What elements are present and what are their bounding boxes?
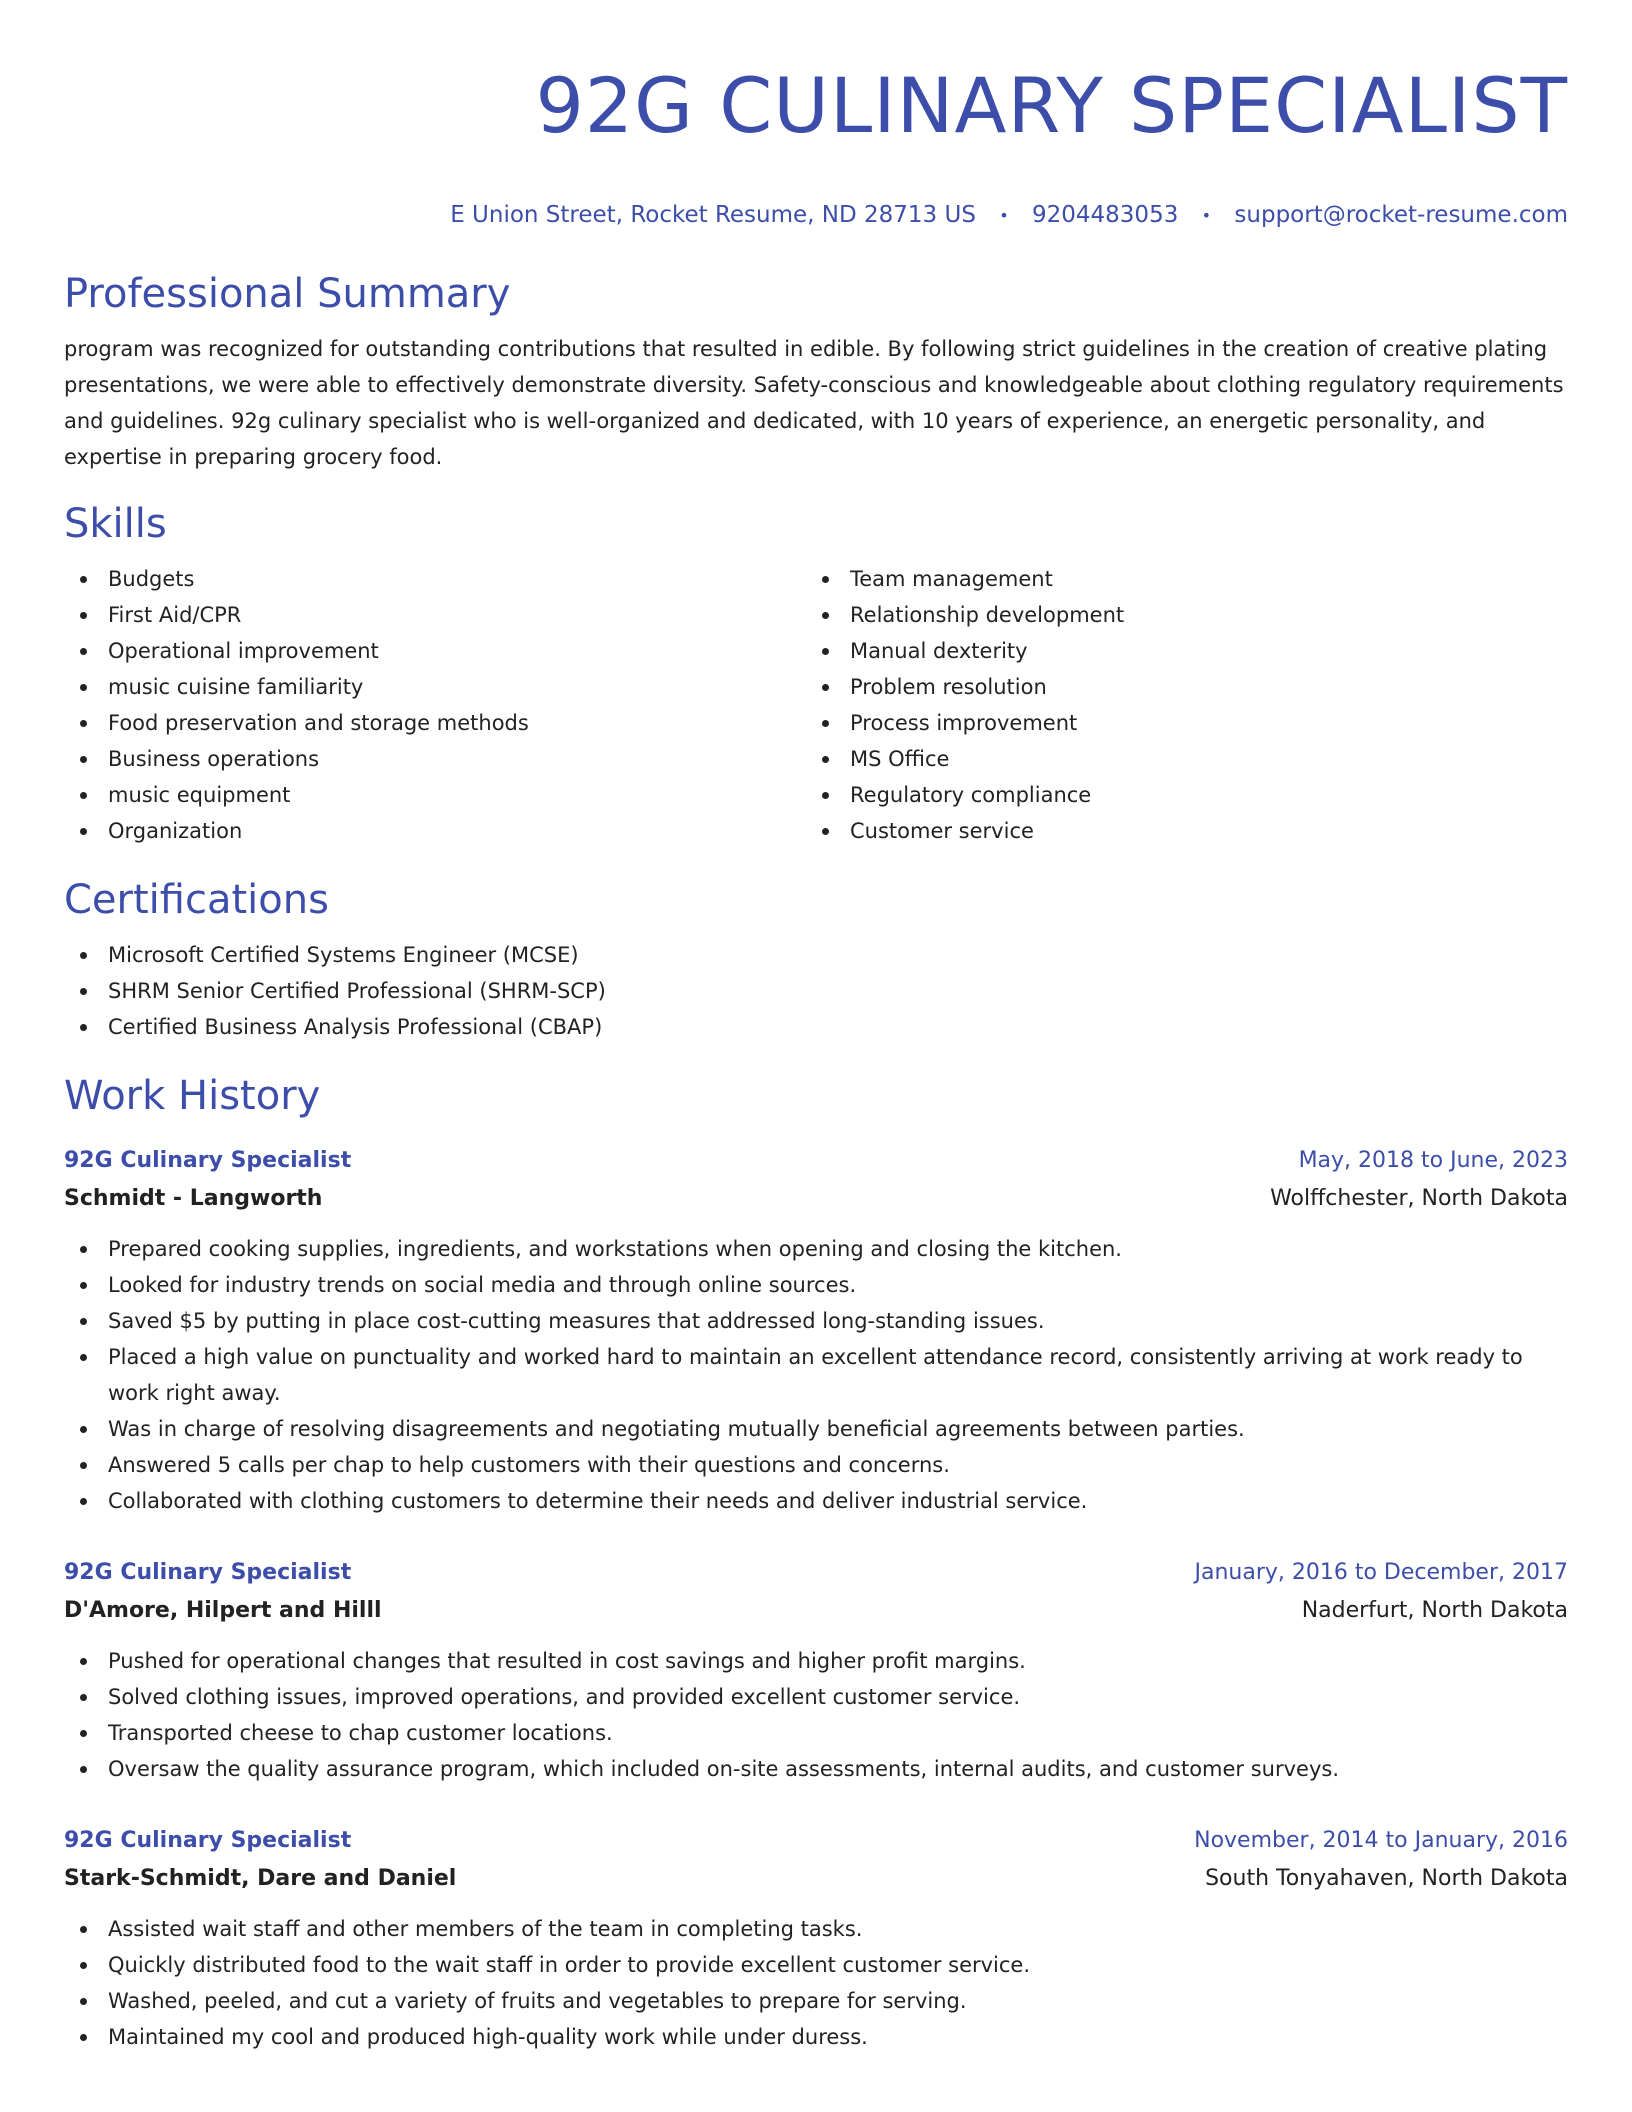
job-dates: May, 2018 to June, 2023: [1298, 1147, 1568, 1173]
section-title-certifications: Certifications: [64, 876, 329, 923]
job-location: South Tonyahaven, North Dakota: [1205, 1865, 1568, 1891]
certifications-list: [64, 937, 1568, 1045]
job-header-row: [64, 1555, 1568, 1591]
skill-item: Regulatory compliance: [806, 777, 1548, 813]
work-history-section: [64, 1071, 1568, 2055]
skill-item: Business operations: [64, 741, 806, 777]
certifications-section: [64, 875, 1568, 1045]
job-company: Stark-Schmidt, Dare and Daniel: [64, 1865, 457, 1891]
job-duty-item: Solved clothing issues, improved operations, and provided excellent customer service.: [64, 1679, 1568, 1715]
job-company-row: [64, 1591, 1568, 1631]
job-entry: [64, 1555, 1568, 1787]
job-header-row: [64, 1143, 1568, 1179]
job-company: Schmidt - Langworth: [64, 1185, 323, 1211]
job-dates: January, 2016 to December, 2017: [1194, 1559, 1568, 1585]
job-entry: [64, 1823, 1568, 2055]
job-duty-item: Looked for industry trends on social media and through online sources.: [64, 1267, 1568, 1303]
job-duty-item: Answered 5 calls per chap to help customers with their questions and concerns.: [64, 1447, 1568, 1483]
skill-item: Customer service: [806, 813, 1548, 849]
job-duty-item: Assisted wait staff and other members of the team in completing tasks.: [64, 1911, 1568, 1947]
job-duty-item: Prepared cooking supplies, ingredients, and workstations when opening and closing the kitchen.: [64, 1231, 1568, 1267]
skill-item: First Aid/CPR: [64, 597, 806, 633]
skill-item: music cuisine familiarity: [64, 669, 806, 705]
job-company: D'Amore, Hilpert and Hilll: [64, 1597, 382, 1623]
contact-address: E Union Street, Rocket Resume, ND 28713 US: [450, 202, 976, 228]
job-duty-item: Transported cheese to chap customer locations.: [64, 1715, 1568, 1751]
certification-item: Microsoft Certified Systems Engineer (MCSE): [64, 937, 1568, 973]
job-dates: November, 2014 to January, 2016: [1194, 1827, 1568, 1853]
job-company-row: [64, 1859, 1568, 1899]
job-duty-item: Saved $5 by putting in place cost-cutting measures that addressed long-standing issues.: [64, 1303, 1568, 1339]
skills-list-left: [64, 561, 806, 849]
skill-item: Budgets: [64, 561, 806, 597]
certification-item: Certified Business Analysis Professional (CBAP): [64, 1009, 1568, 1045]
skills-list-right: [806, 561, 1548, 849]
section-title-work-history: Work History: [64, 1072, 321, 1119]
professional-summary-section: [64, 269, 1568, 475]
summary-text: program was recognized for outstanding contributions that resulted in edible. By following strict guidelines in the creation of creative plating presentations, we were able to effectively demonstrate diversity. Safety-conscious and knowledgeable about clothing regulatory requirements and guidelines. 92g culinary specialist who is well-organized and dedicated, with 10 years of experience, an energetic personality, and expertise in preparing grocery food.: [64, 336, 1564, 469]
contact-phone: 9204483053: [1032, 202, 1179, 228]
job-duties-list: [64, 1911, 1568, 2055]
contact-email: support@rocket-resume.com: [1234, 202, 1568, 228]
job-duties-list: [64, 1643, 1568, 1787]
skill-item: music equipment: [64, 777, 806, 813]
job-duties-list: [64, 1231, 1568, 1519]
contact-separator: •: [999, 205, 1009, 225]
certification-item: SHRM Senior Certified Professional (SHRM-SCP): [64, 973, 1568, 1009]
job-duty-item: Quickly distributed food to the wait staff in order to provide excellent customer service.: [64, 1947, 1568, 1983]
job-title: 92G Culinary Specialist: [64, 1147, 352, 1173]
job-entry: [64, 1143, 1568, 1519]
contact-separator: •: [1201, 205, 1212, 225]
job-duty-item: Pushed for operational changes that resulted in cost savings and higher profit margins.: [64, 1643, 1568, 1679]
skill-item: Team management: [806, 561, 1548, 597]
candidate-name: 92G CULINARY SPECIALIST: [535, 61, 1568, 150]
skill-item: Food preservation and storage methods: [64, 705, 806, 741]
job-duty-item: Collaborated with clothing customers to determine their needs and deliver industrial service.: [64, 1483, 1568, 1519]
skill-item: MS Office: [806, 741, 1548, 777]
skill-item: Operational improvement: [64, 633, 806, 669]
job-duty-item: Washed, peeled, and cut a variety of fruits and vegetables to prepare for serving.: [64, 1983, 1568, 2019]
skill-item: Problem resolution: [806, 669, 1548, 705]
skills-columns: [64, 561, 1568, 849]
job-title: 92G Culinary Specialist: [64, 1827, 352, 1853]
job-title: 92G Culinary Specialist: [64, 1559, 352, 1585]
job-company-row: [64, 1179, 1568, 1219]
job-duty-item: Oversaw the quality assurance program, which included on-site assessments, internal audits, and customer surveys.: [64, 1751, 1568, 1787]
skills-section: [64, 499, 1568, 849]
section-title-summary: Professional Summary: [64, 270, 511, 317]
contact-line: [64, 200, 1568, 231]
job-duty-item: Maintained my cool and produced high-quality work while under duress.: [64, 2019, 1568, 2055]
job-duty-item: Placed a high value on punctuality and worked hard to maintain an excellent attendance record, consistently arriving at work ready to work right away.: [64, 1339, 1568, 1411]
skill-item: Manual dexterity: [806, 633, 1548, 669]
job-location: Naderfurt, North Dakota: [1301, 1597, 1568, 1623]
job-header-row: [64, 1823, 1568, 1859]
skill-item: Relationship development: [806, 597, 1548, 633]
resume-header: [64, 56, 1568, 231]
job-duty-item: Was in charge of resolving disagreements and negotiating mutually beneficial agreements between parties.: [64, 1411, 1568, 1447]
skill-item: Process improvement: [806, 705, 1548, 741]
section-title-skills: Skills: [64, 500, 167, 547]
job-location: Wolffchester, North Dakota: [1270, 1185, 1568, 1211]
skill-item: Organization: [64, 813, 806, 849]
